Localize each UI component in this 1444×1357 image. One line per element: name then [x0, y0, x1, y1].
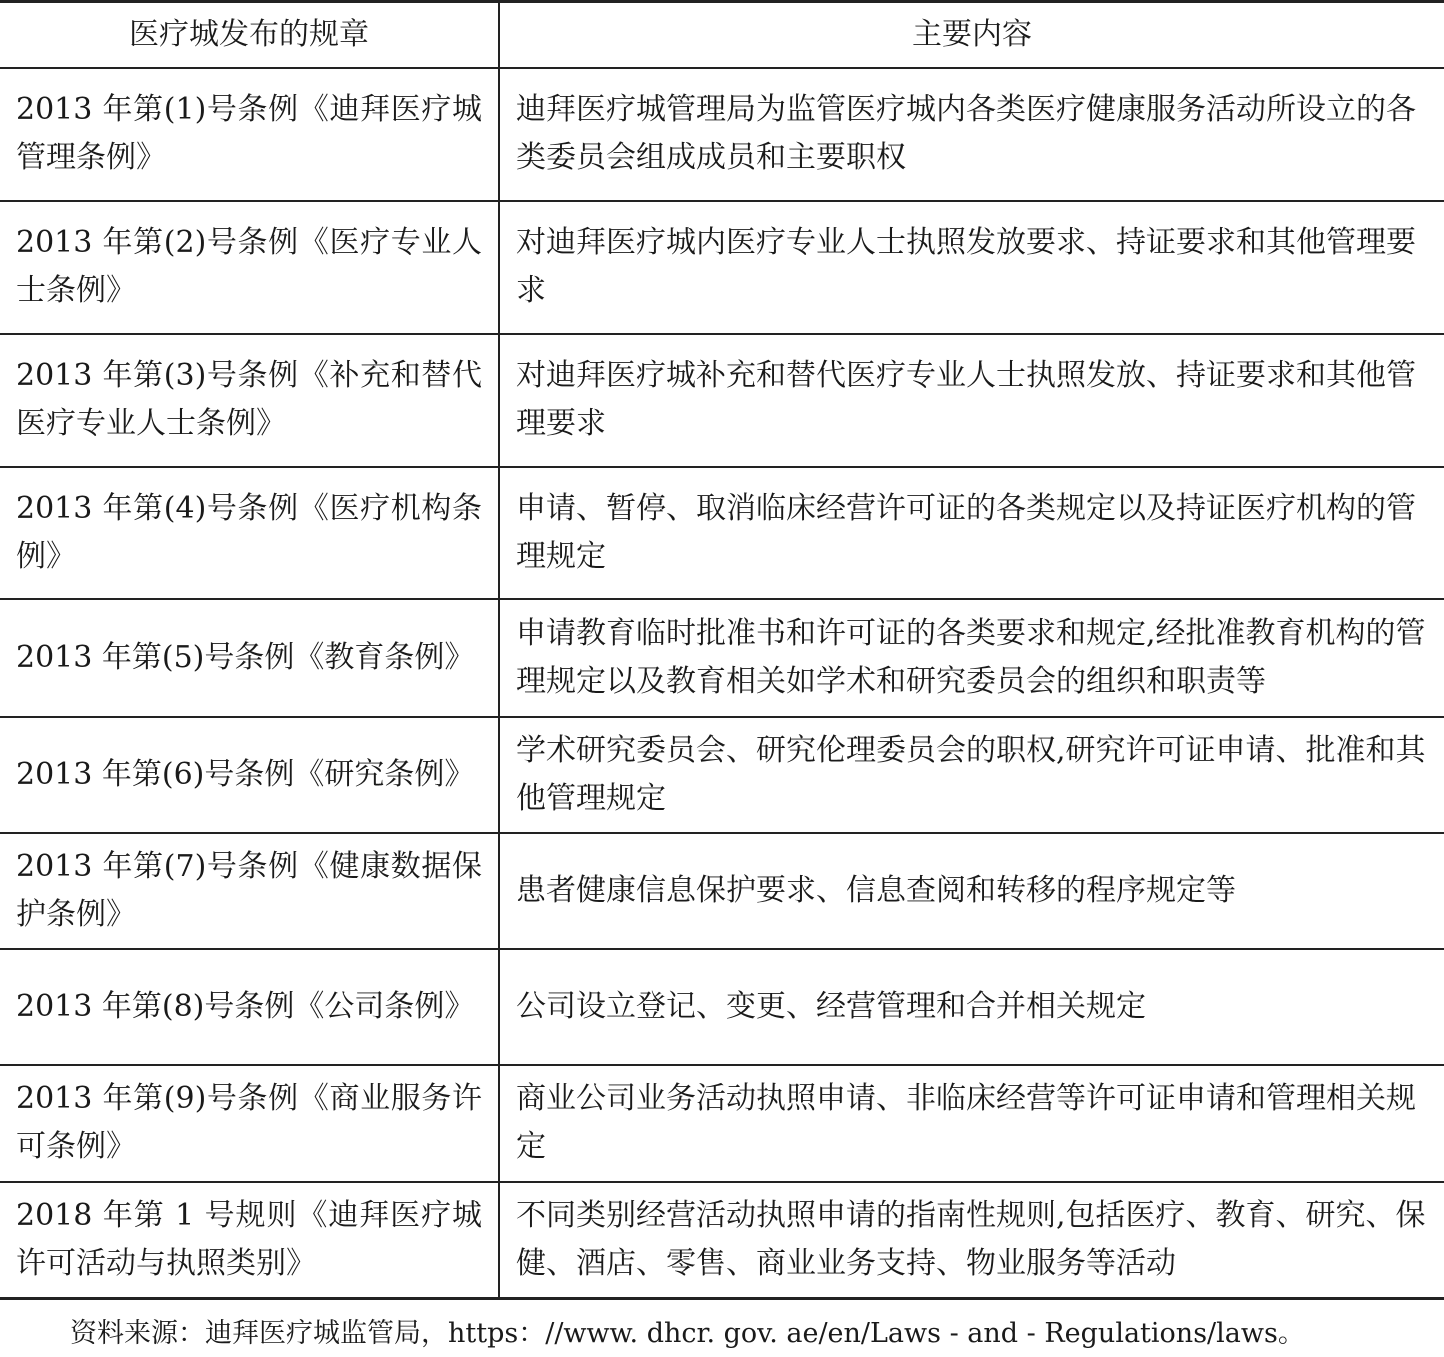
- regulation-name-cell: 2013 年第(6)号条例《研究条例》: [0, 717, 499, 833]
- regulation-name-cell: 2013 年第(9)号条例《商业服务许可条例》: [0, 1065, 499, 1182]
- table-row: [0, 1182, 1444, 1299]
- regulation-content-cell: 迪拜医疗城管理局为监管医疗城内各类医疗健康服务活动所设立的各类委员会组成成员和主要职权: [516, 92, 1416, 175]
- table-header-row: [0, 2, 1444, 68]
- regulation-name-cell: 2018 年第 1 号规则《迪拜医疗城许可活动与执照类别》: [0, 1182, 499, 1299]
- regulation-name-cell: 2013 年第(8)号条例《公司条例》: [0, 949, 499, 1065]
- table-row: [0, 949, 1444, 1065]
- source-footnote: 资料来源：迪拜医疗城监管局，https：//www. dhcr. gov. ae/en/Laws - and - Regulations/laws。: [70, 1318, 1305, 1349]
- regulation-content-cell: 对迪拜医疗城内医疗专业人士执照发放要求、持证要求和其他管理要求: [516, 225, 1416, 308]
- regulation-content-cell: 患者健康信息保护要求、信息查阅和转移的程序规定等: [516, 872, 1236, 908]
- regulation-name-cell: 2013 年第(3)号条例《补充和替代医疗专业人士条例》: [0, 334, 499, 467]
- table-row: [0, 1065, 1444, 1182]
- table-row: [0, 334, 1444, 467]
- table-row: [0, 599, 1444, 717]
- table-row: [0, 467, 1444, 599]
- regulation-content-cell: 商业公司业务活动执照申请、非临床经营等许可证申请和管理相关规定: [516, 1081, 1416, 1164]
- table-row: [0, 68, 1444, 201]
- regulation-name-cell: 2013 年第(4)号条例《医疗机构条例》: [0, 467, 499, 599]
- table-row: [0, 201, 1444, 334]
- column-header-content: 主要内容: [912, 16, 1032, 52]
- regulation-content-cell: 学术研究委员会、研究伦理委员会的职权,研究许可证申请、批准和其他管理规定: [516, 732, 1426, 816]
- regulation-content-cell: 申请、暂停、取消临床经营许可证的各类规定以及持证医疗机构的管理规定: [516, 490, 1416, 574]
- regulation-name-cell: 2013 年第(5)号条例《教育条例》: [0, 599, 499, 717]
- regulation-content-cell: 公司设立登记、变更、经营管理和合并相关规定: [516, 988, 1146, 1024]
- regulation-content-cell: 申请教育临时批准书和许可证的各类要求和规定,经批准教育机构的管理规定以及教育相关如学术和研究委员会的组织和职责等: [516, 615, 1426, 699]
- regulation-name-cell: 2013 年第(2)号条例《医疗专业人士条例》: [0, 201, 499, 334]
- regulation-name-cell: 2013 年第(1)号条例《迪拜医疗城管理条例》: [0, 68, 499, 201]
- regulation-name-cell: 2013 年第(7)号条例《健康数据保护条例》: [0, 833, 499, 949]
- column-header-regulation: 医疗城发布的规章: [0, 2, 499, 68]
- regulation-content-cell: 不同类别经营活动执照申请的指南性规则,包括医疗、教育、研究、保健、酒店、零售、商业业务支持、物业服务等活动: [516, 1197, 1426, 1281]
- table-row: [0, 717, 1444, 833]
- table-row: [0, 833, 1444, 949]
- regulation-content-cell: 对迪拜医疗城补充和替代医疗专业人士执照发放、持证要求和其他管理要求: [516, 358, 1416, 441]
